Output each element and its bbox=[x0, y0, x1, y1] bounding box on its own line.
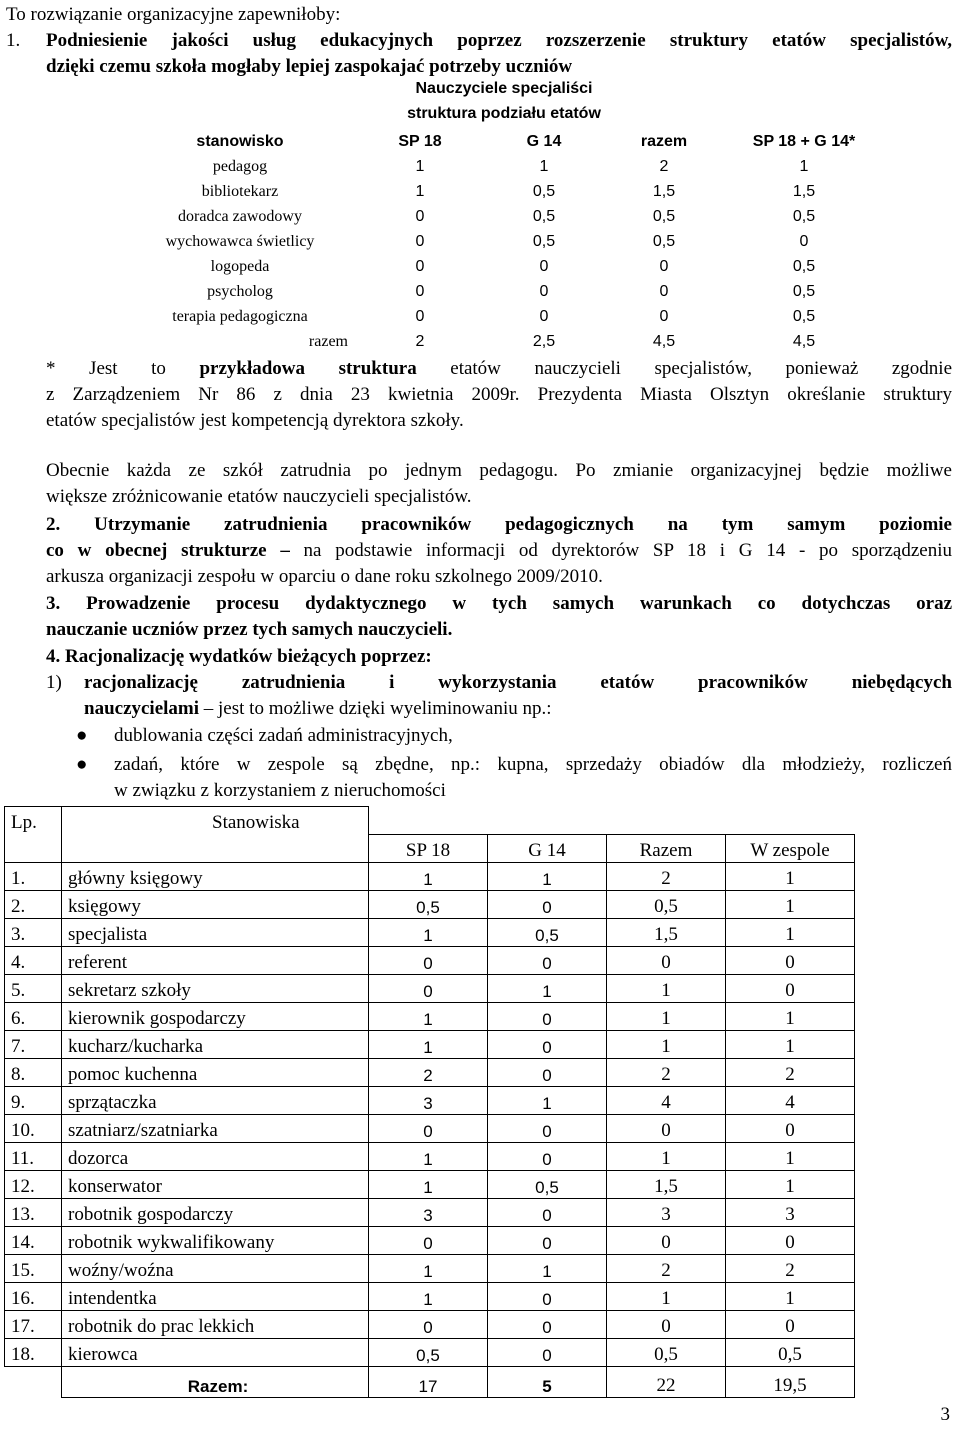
table2-cell-lp: 8. bbox=[5, 1058, 62, 1086]
table1-cell-value: 2 bbox=[415, 332, 425, 350]
table2-total-row bbox=[5, 1366, 855, 1397]
table1-row bbox=[124, 204, 884, 229]
table2-row bbox=[5, 946, 855, 974]
table2-cell-lp: 15. bbox=[5, 1254, 62, 1282]
table1-cell-value: 2 bbox=[659, 157, 669, 175]
table2-header: Razem bbox=[607, 834, 726, 862]
table2-header-stanowiska: Stanowiska bbox=[62, 807, 369, 835]
table1-row bbox=[124, 279, 884, 304]
table2-cell-value: 0 bbox=[488, 1114, 607, 1142]
table1-cell-value: 0,5 bbox=[792, 282, 816, 300]
table2-cell-value: 2 bbox=[607, 1058, 726, 1086]
table1-cell-value: 0 bbox=[659, 282, 669, 300]
table1-cell-value: 0 bbox=[539, 257, 549, 275]
table2-row bbox=[5, 1254, 855, 1282]
item-2-bold1: Utrzymanie zatrudnienia pracowników pedagogicznych na tym samym poziomie bbox=[94, 514, 952, 535]
footnote-line2: z Zarządzeniem Nr 86 z dnia 23 kwietnia 2009r. Prezydenta Miasta Olsztyn określanie struktury bbox=[46, 384, 952, 405]
table1-cell-value: 0,5 bbox=[792, 207, 816, 225]
item-3-number: 3. bbox=[46, 593, 61, 614]
table2-cell-value: 1 bbox=[369, 1030, 488, 1058]
item-1-number: 1. bbox=[6, 30, 21, 51]
table2-row bbox=[5, 1338, 855, 1366]
table1-cell-value: 2,5 bbox=[532, 332, 556, 350]
table2-cell-value: 0 bbox=[369, 974, 488, 1002]
table2-cell-value: 3 bbox=[726, 1198, 855, 1226]
table2-cell-value: 0 bbox=[726, 1226, 855, 1254]
table1-cell-value: 1,5 bbox=[792, 182, 816, 200]
table2-cell-value: 1 bbox=[488, 974, 607, 1002]
table2-cell-value: 1 bbox=[726, 1002, 855, 1030]
table2-cell-position: kierownik gospodarczy bbox=[62, 1002, 369, 1030]
table2-cell-position: księgowy bbox=[62, 890, 369, 918]
table2-cell-value: 0,5 bbox=[488, 918, 607, 946]
table2-cell-value: 1 bbox=[369, 1002, 488, 1030]
table1-cell-value: 0,5 bbox=[792, 307, 816, 325]
table2-cell-value: 1 bbox=[488, 1086, 607, 1114]
table2-cell-value: 1 bbox=[369, 918, 488, 946]
para-current-line2: większe zróżnicowanie etatów nauczycieli specjalistów. bbox=[46, 486, 472, 507]
table2-total-label: Razem: bbox=[62, 1366, 369, 1397]
table1-cell-value: 0 bbox=[659, 257, 669, 275]
table2-cell-value: 1 bbox=[488, 862, 607, 890]
table1-cell-value: 0,5 bbox=[652, 207, 676, 225]
table2-cell-value: 0 bbox=[369, 946, 488, 974]
table2-cell-value: 0,5 bbox=[607, 1338, 726, 1366]
table2-cell-value: 0,5 bbox=[369, 1338, 488, 1366]
item-3-line2: nauczanie uczniów przez tych samych nauczycieli. bbox=[46, 619, 453, 640]
table1-cell-position: bibliotekarz bbox=[201, 182, 279, 200]
table2-cell-value: 3 bbox=[369, 1198, 488, 1226]
para-current-line1: Obecnie każda ze szkół zatrudnia po jednym pedagogu. Po zmianie organizacyjnej będzie możliwe bbox=[46, 460, 952, 481]
table1-row bbox=[124, 179, 884, 204]
table1-row bbox=[124, 154, 884, 179]
table1-cell-value: 0,5 bbox=[532, 232, 556, 250]
item-2-rest2: na podstawie informacji od dyrektorów SP 18 i G 14 - po sporządzeniu bbox=[289, 540, 952, 561]
table1-header-row bbox=[124, 129, 884, 154]
table2-header: SP 18 bbox=[369, 834, 488, 862]
table2-cell-lp: 4. bbox=[5, 946, 62, 974]
table2-row bbox=[5, 1058, 855, 1086]
table2-cell-value: 1 bbox=[369, 1282, 488, 1310]
table2-cell-value: 1 bbox=[726, 1282, 855, 1310]
table2-cell-value: 0 bbox=[488, 1198, 607, 1226]
table1-cell-value: 0,5 bbox=[532, 182, 556, 200]
table2-cell-position: specjalista bbox=[62, 918, 369, 946]
table1-cell-value: 0,5 bbox=[532, 207, 556, 225]
table2-cell-value: 2 bbox=[726, 1254, 855, 1282]
bullet-icon: ● bbox=[76, 754, 88, 775]
table2-cell-value: 0 bbox=[607, 1310, 726, 1338]
table2-row bbox=[5, 1310, 855, 1338]
table2-cell-value: 1 bbox=[369, 862, 488, 890]
table2-total-value: 22 bbox=[607, 1366, 726, 1397]
item-4-text: Racjonalizację wydatków bieżących poprzez: bbox=[65, 646, 432, 667]
table2-cell-value: 1 bbox=[607, 1002, 726, 1030]
table2-header-lp: Lp. bbox=[5, 807, 62, 835]
table1-cell-position: doradca zawodowy bbox=[178, 207, 302, 225]
table2-cell-lp: 13. bbox=[5, 1198, 62, 1226]
table1-cell-value: 0 bbox=[539, 282, 549, 300]
table2-cell-value: 2 bbox=[726, 1058, 855, 1086]
table2-cell-value: 0 bbox=[488, 1226, 607, 1254]
table2-cell-value: 0 bbox=[488, 946, 607, 974]
table2-cell-value: 0,5 bbox=[607, 890, 726, 918]
table2-cell-position: szatniarz/szatniarka bbox=[62, 1114, 369, 1142]
sub-item-1 bbox=[46, 670, 952, 722]
table1-cell-value: 0 bbox=[415, 232, 425, 250]
table1-header: stanowisko bbox=[196, 132, 284, 150]
table2-cell-value: 0 bbox=[726, 974, 855, 1002]
table1-body bbox=[124, 154, 884, 354]
item-2-line3: arkusza organizacji zespołu w oparciu o dane roku szkolnego 2009/2010. bbox=[46, 566, 603, 587]
table1-subcaption: struktura podziału etatów bbox=[407, 105, 601, 122]
table2-cell-value: 1 bbox=[369, 1170, 488, 1198]
sub-item-1-rest2: – jest to możliwe dzięki wyeliminowaniu np.: bbox=[199, 698, 552, 719]
table1-header: SP 18 + G 14* bbox=[752, 132, 856, 150]
table1-cell-position: wychowawca świetlicy bbox=[165, 232, 315, 250]
table2-cell-value: 3 bbox=[607, 1198, 726, 1226]
table2-cell-value: 0 bbox=[488, 1338, 607, 1366]
table2-row bbox=[5, 974, 855, 1002]
specialists-table bbox=[124, 129, 884, 354]
table2-cell-value: 0 bbox=[488, 1058, 607, 1086]
table2-cell-position: pomoc kuchenna bbox=[62, 1058, 369, 1086]
table1-cell-value: 0 bbox=[415, 307, 425, 325]
table1-cell-value: 0 bbox=[539, 307, 549, 325]
table2-cell-position: sekretarz szkoły bbox=[62, 974, 369, 1002]
table1-cell-position: terapia pedagogiczna bbox=[172, 307, 308, 325]
table2-cell-position: kierowca bbox=[62, 1338, 369, 1366]
table2-cell-value: 1 bbox=[726, 862, 855, 890]
table2-cell-lp: 10. bbox=[5, 1114, 62, 1142]
table1-cell-position: logopeda bbox=[210, 257, 270, 275]
table1-row bbox=[124, 304, 884, 329]
table2-cell-position: robotnik gospodarczy bbox=[62, 1198, 369, 1226]
footnote bbox=[46, 356, 952, 434]
table2-cell-value: 0 bbox=[607, 1226, 726, 1254]
table2-cell-lp: 3. bbox=[5, 918, 62, 946]
table1-cell-value: 0 bbox=[659, 307, 669, 325]
table2-header-row bbox=[5, 807, 855, 835]
table2-row bbox=[5, 890, 855, 918]
table1-cell-value: 4,5 bbox=[792, 332, 816, 350]
table2-cell-position: referent bbox=[62, 946, 369, 974]
page-number: 3 bbox=[940, 1404, 950, 1425]
bullet-item-cont: w związku z korzystaniem z nieruchomości bbox=[114, 780, 446, 801]
bullet-list bbox=[76, 723, 952, 804]
table2-cell-value: 4 bbox=[726, 1086, 855, 1114]
item-4-number: 4. bbox=[46, 646, 61, 667]
table2-cell-position: robotnik do prac lekkich bbox=[62, 1310, 369, 1338]
table2-cell-lp: 12. bbox=[5, 1170, 62, 1198]
table2-cell-value: 3 bbox=[369, 1086, 488, 1114]
table1-cell-position: razem bbox=[308, 332, 348, 350]
table1-row bbox=[124, 254, 884, 279]
table2-cell-value: 1 bbox=[607, 1142, 726, 1170]
table2-cell-value: 0 bbox=[488, 1030, 607, 1058]
table1-caption: Nauczyciele specjaliści bbox=[415, 80, 593, 97]
table2-cell-position: kucharz/kucharka bbox=[62, 1030, 369, 1058]
item-3 bbox=[46, 591, 952, 643]
table2-row bbox=[5, 1170, 855, 1198]
table2-cell-value: 2 bbox=[369, 1058, 488, 1086]
table2-cell-value: 0 bbox=[488, 1002, 607, 1030]
table2-cell-value: 0 bbox=[369, 1310, 488, 1338]
table1-row bbox=[124, 229, 884, 254]
table2-cell-value: 0 bbox=[369, 1114, 488, 1142]
table2-cell-value: 0 bbox=[607, 946, 726, 974]
table2-cell-value: 0 bbox=[726, 1114, 855, 1142]
table2-cell-value: 1 bbox=[726, 1030, 855, 1058]
table2-total-value: 17 bbox=[369, 1366, 488, 1397]
table2-row bbox=[5, 1114, 855, 1142]
table2-cell-value: 0 bbox=[488, 890, 607, 918]
table1-cell-position: pedagog bbox=[212, 157, 268, 175]
bullet-icon: ● bbox=[76, 725, 88, 746]
table2-row bbox=[5, 862, 855, 890]
table2-cell-position: woźny/woźna bbox=[62, 1254, 369, 1282]
table2-cell-value: 0 bbox=[607, 1114, 726, 1142]
table2-header: G 14 bbox=[488, 834, 607, 862]
table2-cell-value: 1 bbox=[726, 1170, 855, 1198]
item-1-cont bbox=[46, 54, 952, 80]
table2-cell-value: 0 bbox=[488, 1282, 607, 1310]
bullet-item: ● zadań, które w zespole są zbędne, np.: kupna, sprzedaży obiadów dla młodzieży, rozliczeń bbox=[76, 752, 952, 778]
table1-cell-value: 0 bbox=[415, 257, 425, 275]
table1-cell-value: 0,5 bbox=[652, 232, 676, 250]
table2-cell-value: 0 bbox=[369, 1226, 488, 1254]
table1-header: razem bbox=[640, 132, 688, 150]
footnote-c: etatów nauczycieli specjalistów, ponieważ zgodnie bbox=[416, 358, 953, 379]
table1-cell-value: 0,5 bbox=[792, 257, 816, 275]
table2-cell-lp: 11. bbox=[5, 1142, 62, 1170]
table2-cell-value: 4 bbox=[607, 1086, 726, 1114]
table1-cell-value: 1 bbox=[539, 157, 549, 175]
item-2 bbox=[46, 512, 952, 590]
bullet-item: ● dublowania części zadań administracyjnych, bbox=[76, 723, 952, 749]
table2-row bbox=[5, 1030, 855, 1058]
table2-cell-value: 1 bbox=[607, 1282, 726, 1310]
table2-cell-value: 0,5 bbox=[488, 1170, 607, 1198]
table1-cell-value: 0 bbox=[415, 282, 425, 300]
footnote-bold: przykładowa struktura bbox=[199, 358, 417, 379]
table1-header: SP 18 bbox=[398, 132, 442, 150]
table2-cell-position: dozorca bbox=[62, 1142, 369, 1170]
table2-cell-lp: 5. bbox=[5, 974, 62, 1002]
intro-text: To rozwiązanie organizacyjne zapewniłoby: bbox=[6, 4, 341, 25]
para-current bbox=[46, 458, 952, 510]
item-4 bbox=[46, 644, 952, 670]
table2-cell-value: 1 bbox=[726, 890, 855, 918]
item-1 bbox=[6, 28, 952, 54]
table2-row bbox=[5, 1226, 855, 1254]
table2-cell-value: 0,5 bbox=[369, 890, 488, 918]
sub-item-1-bold2: nauczycielami bbox=[84, 698, 200, 719]
sub-item-1-bold1: racjonalizację zatrudnienia i wykorzystania etatów pracowników niebędących bbox=[84, 672, 952, 693]
table2-row bbox=[5, 918, 855, 946]
table2-cell-value: 1 bbox=[607, 1030, 726, 1058]
table2-cell-lp: 16. bbox=[5, 1282, 62, 1310]
table1-cell-value: 1,5 bbox=[652, 182, 676, 200]
table2-cell-lp: 2. bbox=[5, 890, 62, 918]
table2-cell-lp: 18. bbox=[5, 1338, 62, 1366]
table2-cell-value: 0 bbox=[488, 1310, 607, 1338]
table2-cell-value: 1,5 bbox=[607, 918, 726, 946]
table2-cell-value: 0 bbox=[726, 1310, 855, 1338]
table2-cell-lp: 14. bbox=[5, 1226, 62, 1254]
table2-header: W zespole bbox=[726, 834, 855, 862]
table1-cell-value: 0 bbox=[799, 232, 809, 250]
table2-row bbox=[5, 1086, 855, 1114]
table2-row bbox=[5, 1002, 855, 1030]
table2-header-row-2 bbox=[5, 834, 855, 862]
table2-cell-value: 0,5 bbox=[726, 1338, 855, 1366]
table2-row bbox=[5, 1142, 855, 1170]
table2-cell-value: 1,5 bbox=[607, 1170, 726, 1198]
table2-row bbox=[5, 1282, 855, 1310]
table2-cell-lp: 7. bbox=[5, 1030, 62, 1058]
table2-cell-lp: 9. bbox=[5, 1086, 62, 1114]
table2-cell-position: główny księgowy bbox=[62, 862, 369, 890]
table2-cell-lp: 17. bbox=[5, 1310, 62, 1338]
table2-cell-value: 1 bbox=[488, 1254, 607, 1282]
table2-total-value: 19,5 bbox=[726, 1366, 855, 1397]
table2-cell-value: 0 bbox=[726, 946, 855, 974]
table2-cell-value: 2 bbox=[607, 862, 726, 890]
table1-header: G 14 bbox=[526, 132, 562, 150]
item-1-line2: dzięki czemu szkoła mogłaby lepiej zaspokajać potrzeby uczniów bbox=[46, 56, 573, 77]
item-2-number: 2. bbox=[46, 514, 61, 535]
table2-cell-lp: 1. bbox=[5, 862, 62, 890]
item-3-line1: Prowadzenie procesu dydaktycznego w tych samych warunkach co dotychczas oraz bbox=[86, 593, 952, 614]
table1-cell-position: psycholog bbox=[207, 282, 273, 300]
staff-table bbox=[4, 806, 855, 1398]
table2-cell-value: 0 bbox=[488, 1142, 607, 1170]
table2-row bbox=[5, 1198, 855, 1226]
table2-cell-value: 1 bbox=[607, 974, 726, 1002]
table2-cell-value: 1 bbox=[726, 918, 855, 946]
table1-row bbox=[124, 329, 884, 354]
table2-cell-position: sprzątaczka bbox=[62, 1086, 369, 1114]
table2-cell-position: konserwator bbox=[62, 1170, 369, 1198]
item-1-line1: Podniesienie jakości usług edukacyjnych poprzez rozszerzenie struktury etatów specjalistów, bbox=[46, 30, 952, 51]
table2-cell-value: 1 bbox=[369, 1254, 488, 1282]
table2-cell-lp: 6. bbox=[5, 1002, 62, 1030]
footnote-line3: etatów specjalistów jest kompetencją dyrektora szkoły. bbox=[46, 410, 464, 431]
table2-cell-position: intendentka bbox=[62, 1282, 369, 1310]
table2-cell-value: 1 bbox=[369, 1142, 488, 1170]
table1-cell-value: 1 bbox=[799, 157, 809, 175]
table2-cell-position: robotnik wykwalifikowany bbox=[62, 1226, 369, 1254]
sub-item-1-number: 1) bbox=[46, 672, 62, 693]
table1-cell-value: 1 bbox=[415, 157, 425, 175]
table1-cell-value: 0 bbox=[415, 207, 425, 225]
table1-cell-value: 1 bbox=[415, 182, 425, 200]
table1-cell-value: 4,5 bbox=[652, 332, 676, 350]
footnote-a: * Jest to bbox=[46, 358, 200, 379]
item-2-bold2: co w obecnej strukturze – bbox=[46, 540, 290, 561]
table2-total-value: 5 bbox=[488, 1366, 607, 1397]
table2-cell-value: 2 bbox=[607, 1254, 726, 1282]
table2-cell-value: 1 bbox=[726, 1142, 855, 1170]
